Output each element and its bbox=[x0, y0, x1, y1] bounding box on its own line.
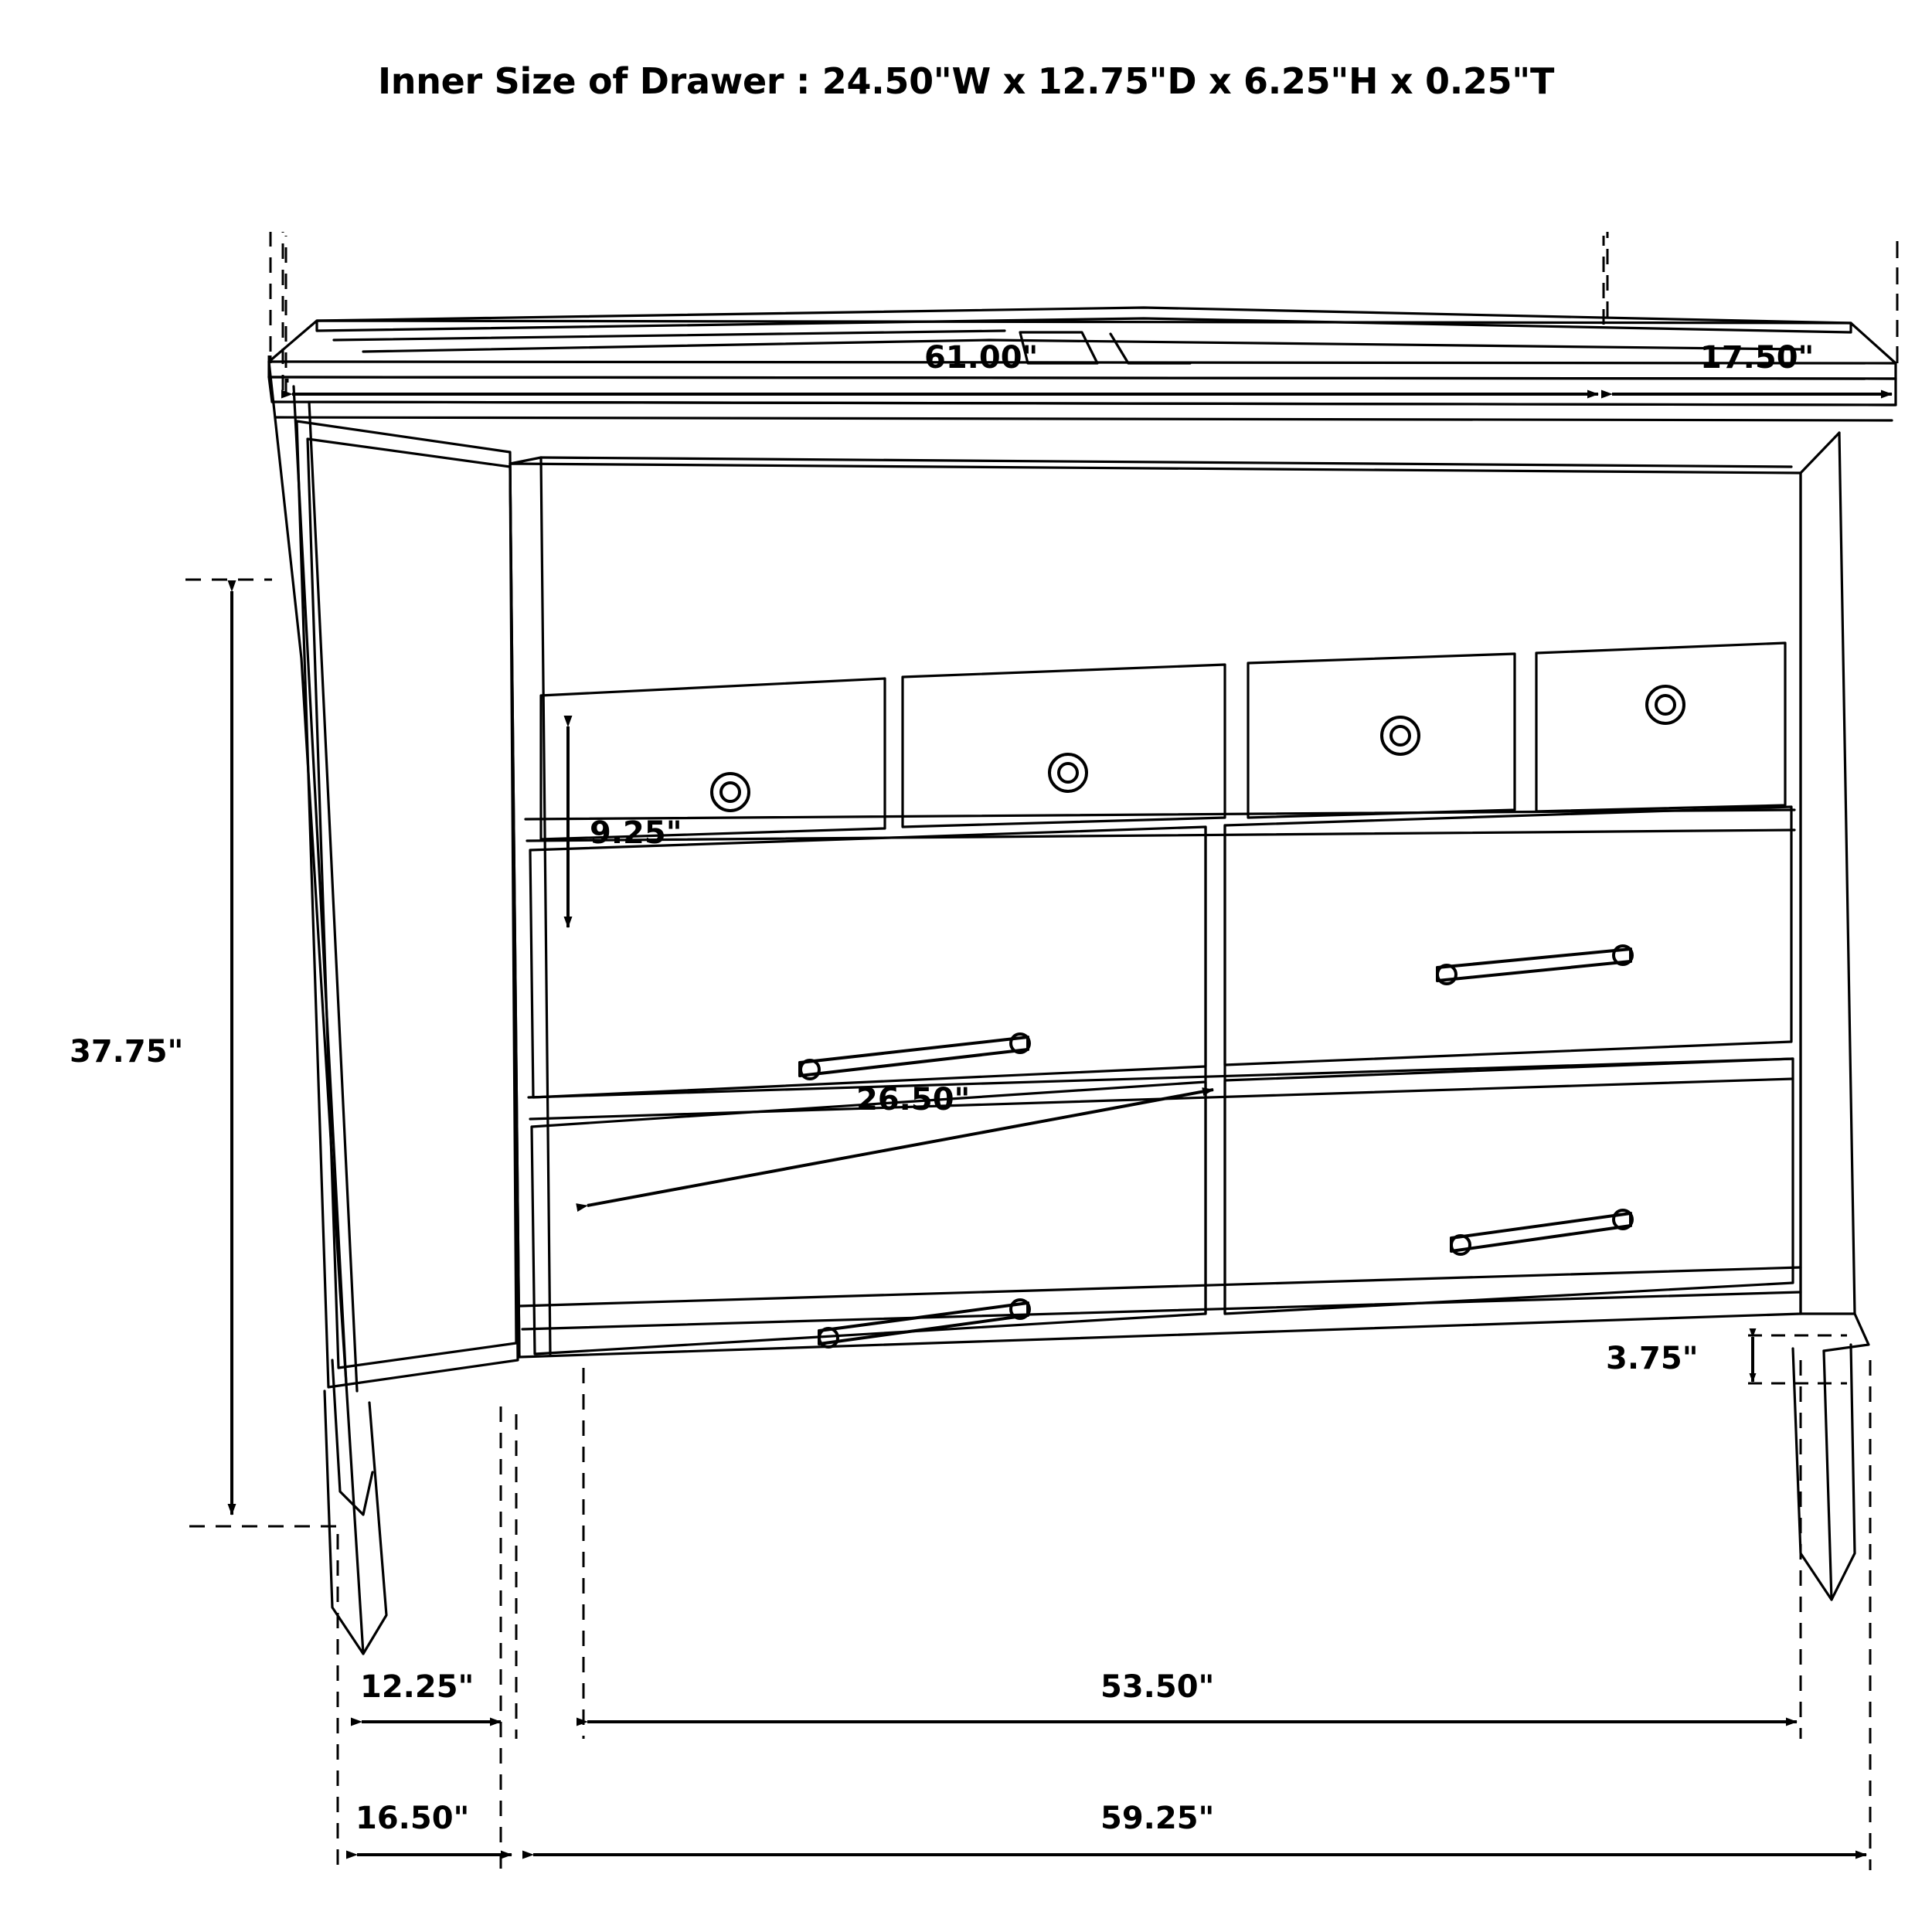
dim-overall-height: 37.75" bbox=[70, 1034, 184, 1070]
dimension-lines bbox=[185, 232, 1897, 1870]
dim-base-side-depth: 16.50" bbox=[355, 1801, 470, 1836]
dim-base-width-inner: 53.50" bbox=[1100, 1669, 1215, 1705]
dim-overall-width: 61.00" bbox=[924, 340, 1039, 376]
page-title: Inner Size of Drawer : 24.50"W x 12.75"D x 6.25"H x 0.25"T bbox=[377, 60, 1555, 102]
dim-depth-top: 17.50" bbox=[1700, 340, 1815, 376]
dim-base-front-offset: 12.25" bbox=[360, 1669, 474, 1705]
dim-large-drawer-width: 26.50" bbox=[856, 1082, 971, 1117]
dim-leg-height: 3.75" bbox=[1606, 1341, 1699, 1376]
dim-base-width-outer: 59.25" bbox=[1100, 1801, 1215, 1836]
dim-small-drawer-height: 9.25" bbox=[590, 815, 682, 851]
dresser-body bbox=[269, 308, 1896, 1654]
